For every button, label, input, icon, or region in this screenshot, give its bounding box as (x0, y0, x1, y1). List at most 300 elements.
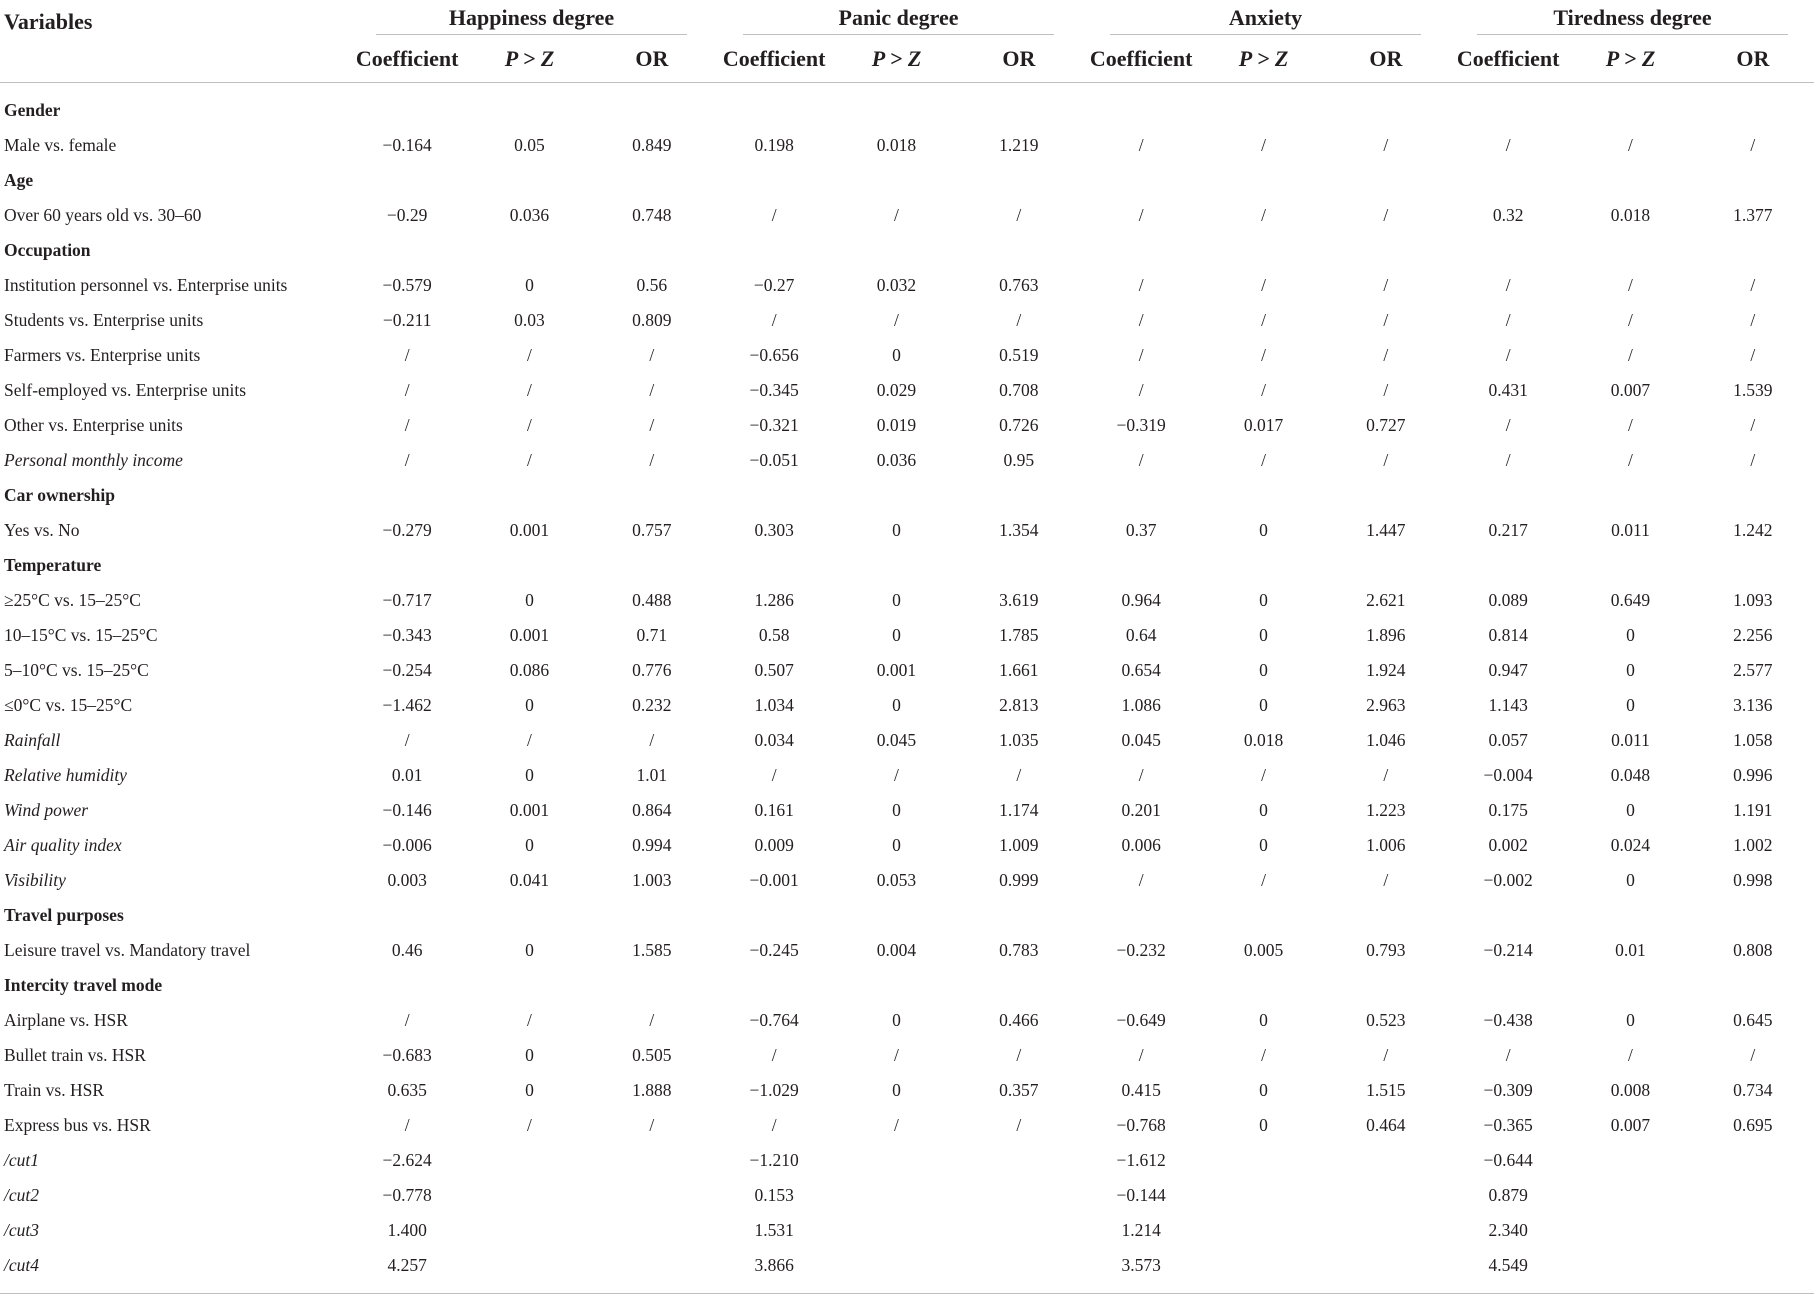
odds-ratio-cell: 0.505 (632, 1045, 672, 1065)
p-value-cell: 0.036 (509, 205, 550, 225)
section-header-row (0, 478, 1814, 513)
p-value-cell: / (527, 345, 532, 365)
spacer-cell (0, 83, 1814, 94)
coefficient-cell: 3.866 (754, 1255, 794, 1275)
coefficient-cell: −2.624 (382, 1150, 432, 1170)
p-value-cell: 0.041 (509, 870, 550, 890)
variables-subheader-blank (0, 35, 346, 83)
coefficient-cell: 0.431 (1488, 380, 1528, 400)
odds-ratio-cell (1692, 968, 1814, 1003)
p-value-cell: / (894, 1045, 899, 1065)
p-value-cell: 0 (1259, 590, 1268, 610)
p-value-cell: / (527, 1010, 532, 1030)
coefficient-cell: / (404, 450, 410, 470)
p-value-cell (468, 1248, 590, 1283)
coefficient-cell: −0.245 (749, 940, 799, 960)
row-label: /cut2 (4, 1185, 39, 1205)
coefficient-cell: / (1138, 275, 1144, 295)
p-value-cell: 0.036 (876, 450, 917, 470)
p-value-cell: / (1628, 345, 1633, 365)
row-label: Self-employed vs. Enterprise units (4, 380, 247, 400)
odds-ratio-cell: 0.464 (1366, 1115, 1406, 1135)
coefficient-header: Coefficient (1447, 35, 1569, 83)
row-label: Relative humidity (4, 765, 127, 785)
coefficient-cell: −0.051 (749, 450, 799, 470)
coefficient-cell (346, 233, 468, 268)
odds-ratio-cell: / (1016, 1115, 1022, 1135)
coefficient-cell (1080, 163, 1202, 198)
p-value-cell: 0 (525, 695, 534, 715)
odds-ratio-cell (1325, 1178, 1447, 1213)
coefficient-cell (1080, 898, 1202, 933)
coefficient-cell: / (404, 1010, 410, 1030)
odds-ratio-cell: / (1750, 450, 1756, 470)
row-label: Air quality index (4, 835, 122, 855)
row-label: Wind power (4, 800, 89, 820)
table-row (0, 1248, 1814, 1283)
coefficient-cell: −0.345 (749, 380, 799, 400)
coefficient-cell: 0.198 (754, 135, 794, 155)
p-value-cell (1202, 478, 1324, 513)
p-value-cell: 0.005 (1243, 940, 1284, 960)
p-value-cell: / (1261, 345, 1266, 365)
coefficient-cell: 0.003 (387, 870, 427, 890)
bottom-rule-row (0, 1283, 1814, 1294)
coefficient-cell (346, 898, 468, 933)
odds-ratio-cell (1325, 1213, 1447, 1248)
coefficient-cell (1447, 233, 1569, 268)
p-value-cell: 0.011 (1611, 730, 1650, 750)
odds-ratio-cell (958, 233, 1080, 268)
row-label: Over 60 years old vs. 30–60 (4, 205, 202, 225)
odds-ratio-cell (1692, 163, 1814, 198)
odds-ratio-cell: / (1750, 345, 1756, 365)
coefficient-cell: −0.321 (749, 415, 799, 435)
p-value-cell: 0.032 (876, 275, 917, 295)
p-value-cell: 0 (1259, 695, 1268, 715)
p-value-cell: 0.086 (509, 660, 550, 680)
odds-ratio-cell: / (649, 730, 655, 750)
odds-ratio-cell: / (1016, 310, 1022, 330)
odds-ratio-cell: 0.645 (1733, 1010, 1773, 1030)
row-label: 5–10°C vs. 15–25°C (4, 660, 149, 680)
odds-ratio-cell (1692, 478, 1814, 513)
odds-ratio-cell: 0.809 (632, 310, 672, 330)
coefficient-cell: 0.947 (1488, 660, 1528, 680)
coefficient-cell: 0.32 (1492, 205, 1524, 225)
odds-ratio-cell: 0.523 (1366, 1010, 1406, 1030)
p-value-cell: / (1628, 415, 1633, 435)
coefficient-cell: 1.400 (387, 1220, 427, 1240)
p-value-cell: 0.029 (876, 380, 917, 400)
p-value-cell: 0.649 (1610, 590, 1651, 610)
section-header-row (0, 233, 1814, 268)
odds-ratio-cell: 1.354 (999, 520, 1039, 540)
p-value-cell: 0 (1626, 660, 1635, 680)
p-value-cell: / (1261, 310, 1266, 330)
p-value-cell (468, 1143, 590, 1178)
odds-ratio-cell: 1.223 (1366, 800, 1406, 820)
p-value-cell: 0 (1259, 625, 1268, 645)
p-value-cell (1202, 1213, 1324, 1248)
p-value-cell: 0 (892, 520, 901, 540)
odds-ratio-cell (958, 898, 1080, 933)
group-header-tiredness (1447, 0, 1814, 35)
odds-ratio-cell (591, 93, 713, 128)
p-value-header-label: P > Z (871, 45, 922, 71)
p-value-cell: 0 (525, 275, 534, 295)
p-value-cell: 0.001 (876, 660, 917, 680)
odds-ratio-cell (1692, 1143, 1814, 1178)
coefficient-cell: −0.683 (382, 1045, 432, 1065)
p-value-cell: 0 (525, 940, 534, 960)
coefficient-cell: 1.531 (754, 1220, 794, 1240)
coefficient-cell: −1.612 (1116, 1150, 1166, 1170)
coefficient-cell: 1.034 (754, 695, 794, 715)
coefficient-cell: 0.635 (387, 1080, 427, 1100)
row-label: Occupation (4, 240, 91, 260)
table-row (0, 198, 1814, 233)
coefficient-cell: −0.211 (382, 310, 432, 330)
coefficient-cell: / (404, 1115, 410, 1135)
p-value-cell: 0.05 (514, 135, 545, 155)
odds-ratio-cell: 0.994 (632, 835, 672, 855)
coefficient-cell (713, 548, 835, 583)
p-value-cell (1202, 163, 1324, 198)
odds-ratio-cell (1325, 93, 1447, 128)
p-value-cell: 0.053 (876, 870, 917, 890)
coefficient-cell: −0.232 (1116, 940, 1166, 960)
coefficient-cell: −0.254 (382, 660, 432, 680)
coefficient-cell: 0.217 (1488, 520, 1528, 540)
coefficient-cell: −1.029 (749, 1080, 799, 1100)
odds-ratio-cell (591, 1213, 713, 1248)
odds-ratio-cell: / (1383, 275, 1389, 295)
coefficient-cell: −0.27 (753, 275, 795, 295)
p-value-cell (1202, 233, 1324, 268)
table-row (0, 1108, 1814, 1143)
p-value-cell: 0.019 (876, 415, 917, 435)
odds-ratio-cell: 1.046 (1366, 730, 1406, 750)
odds-ratio-cell (1325, 1143, 1447, 1178)
odds-ratio-cell: 0.357 (999, 1080, 1039, 1100)
odds-ratio-cell: / (649, 1010, 655, 1030)
row-label: Travel purposes (4, 905, 124, 925)
odds-ratio-cell: / (1383, 380, 1389, 400)
odds-ratio-cell (958, 548, 1080, 583)
header-spacer-row (0, 83, 1814, 94)
p-value-cell: 0 (525, 835, 534, 855)
coefficient-cell: 3.573 (1121, 1255, 1161, 1275)
odds-ratio-cell: 0.748 (632, 205, 672, 225)
odds-ratio-cell: 1.585 (632, 940, 672, 960)
coefficient-cell (1080, 93, 1202, 128)
row-label: Bullet train vs. HSR (4, 1045, 146, 1065)
coefficient-cell: / (404, 415, 410, 435)
odds-ratio-cell (591, 1143, 713, 1178)
coefficient-cell: / (404, 345, 410, 365)
p-value-cell: / (894, 310, 899, 330)
coefficient-cell (1447, 898, 1569, 933)
table-row (0, 723, 1814, 758)
odds-ratio-cell: / (1750, 275, 1756, 295)
row-label: Farmers vs. Enterprise units (4, 345, 201, 365)
odds-ratio-cell: 0.71 (636, 625, 668, 645)
odds-ratio-cell: 0.726 (999, 415, 1039, 435)
p-value-cell (1202, 93, 1324, 128)
row-label: Visibility (4, 870, 66, 890)
coefficient-cell: −0.656 (749, 345, 799, 365)
odds-ratio-cell: 3.136 (1733, 695, 1773, 715)
odds-ratio-cell (591, 163, 713, 198)
coefficient-cell (346, 163, 468, 198)
p-value-cell: 0.024 (1610, 835, 1651, 855)
odds-ratio-cell: 0.519 (999, 345, 1039, 365)
coefficient-cell: 0.879 (1488, 1185, 1528, 1205)
p-value-cell: 0.03 (514, 310, 545, 330)
p-value-cell: / (1261, 135, 1266, 155)
coefficient-cell (713, 898, 835, 933)
p-value-cell: 0 (525, 590, 534, 610)
p-value-cell (835, 1213, 957, 1248)
table-row (0, 758, 1814, 793)
coefficient-cell (713, 163, 835, 198)
coefficient-cell: / (404, 380, 410, 400)
p-value-cell: 0.007 (1610, 1115, 1651, 1135)
odds-ratio-cell: 0.776 (632, 660, 672, 680)
coefficient-cell (1080, 548, 1202, 583)
row-label: Age (4, 170, 34, 190)
coefficient-cell (1447, 478, 1569, 513)
p-value-cell (835, 163, 957, 198)
p-value-cell: 0.001 (509, 625, 550, 645)
coefficient-cell: −0.146 (382, 800, 432, 820)
coefficient-cell: −0.365 (1483, 1115, 1533, 1135)
odds-ratio-cell: / (1383, 310, 1389, 330)
coefficient-cell: 0.006 (1121, 835, 1161, 855)
p-value-cell (835, 548, 957, 583)
coefficient-cell: 4.257 (387, 1255, 427, 1275)
p-value-cell: 0.008 (1610, 1080, 1651, 1100)
coefficient-cell: / (771, 205, 777, 225)
p-value-cell (468, 968, 590, 1003)
odds-ratio-cell: 1.785 (999, 625, 1039, 645)
odds-ratio-cell: 1.006 (1366, 835, 1406, 855)
coefficient-cell (1080, 968, 1202, 1003)
odds-ratio-cell (958, 1213, 1080, 1248)
odds-ratio-cell (591, 1248, 713, 1283)
odds-ratio-cell (958, 1143, 1080, 1178)
p-value-cell: 0.048 (1610, 765, 1651, 785)
p-value-header-label: P > Z (504, 45, 555, 71)
p-value-cell: 0.017 (1243, 415, 1284, 435)
p-value-cell (835, 968, 957, 1003)
p-value-cell: / (1628, 135, 1633, 155)
coefficient-cell: / (1138, 1045, 1144, 1065)
coefficient-cell: −0.164 (382, 135, 432, 155)
p-value-cell (468, 93, 590, 128)
coefficient-cell (1080, 478, 1202, 513)
coefficient-cell: −0.214 (1483, 940, 1533, 960)
p-value-cell: / (1261, 275, 1266, 295)
table-row (0, 338, 1814, 373)
p-value-cell (468, 163, 590, 198)
p-value-cell: 0 (1259, 1080, 1268, 1100)
odds-ratio-cell: 1.377 (1733, 205, 1773, 225)
coefficient-header: Coefficient (1080, 35, 1202, 83)
odds-ratio-cell: 0.232 (632, 695, 672, 715)
odds-ratio-cell: 1.447 (1366, 520, 1406, 540)
p-value-cell: 0.018 (1243, 730, 1284, 750)
p-value-cell: 0.001 (509, 800, 550, 820)
group-header-label: Tiredness degree (1477, 5, 1788, 35)
coefficient-cell: / (1505, 135, 1511, 155)
p-value-header (1569, 35, 1691, 83)
p-value-cell (1202, 1178, 1324, 1213)
coefficient-cell: 0.303 (754, 520, 794, 540)
odds-ratio-cell: / (1016, 765, 1022, 785)
odds-ratio-cell: 0.998 (1733, 870, 1773, 890)
odds-ratio-cell (1692, 1178, 1814, 1213)
p-value-cell: 0 (892, 590, 901, 610)
coefficient-cell: −0.309 (1483, 1080, 1533, 1100)
coefficient-cell: 2.340 (1488, 1220, 1528, 1240)
row-label: Intercity travel mode (4, 975, 163, 995)
odds-ratio-cell: 0.849 (632, 135, 672, 155)
group-header-happiness (346, 0, 713, 35)
p-value-cell: / (1628, 275, 1633, 295)
coefficient-cell: / (771, 765, 777, 785)
coefficient-cell: / (771, 1045, 777, 1065)
p-value-cell: / (1628, 450, 1633, 470)
coefficient-cell: 0.46 (391, 940, 423, 960)
p-value-cell (1569, 1248, 1691, 1283)
odds-ratio-cell (591, 478, 713, 513)
odds-ratio-cell: 0.996 (1733, 765, 1773, 785)
coefficient-cell: / (1505, 345, 1511, 365)
p-value-cell: / (894, 205, 899, 225)
p-value-cell (1569, 478, 1691, 513)
table-row (0, 933, 1814, 968)
odds-ratio-cell (591, 548, 713, 583)
coefficient-cell: 0.057 (1488, 730, 1528, 750)
coefficient-cell: −0.319 (1116, 415, 1166, 435)
coefficient-cell: −0.29 (386, 205, 428, 225)
coefficient-cell: 0.161 (754, 800, 794, 820)
bottom-rule (0, 1283, 1814, 1294)
coefficient-cell: 0.58 (758, 625, 790, 645)
table-row (0, 443, 1814, 478)
p-value-cell (1569, 1213, 1691, 1248)
odds-ratio-cell (958, 163, 1080, 198)
p-value-cell: 0 (1259, 1010, 1268, 1030)
odds-ratio-header: OR (591, 35, 713, 83)
section-header-row (0, 163, 1814, 198)
coefficient-cell: 0.009 (754, 835, 794, 855)
odds-ratio-cell: 0.727 (1366, 415, 1406, 435)
group-header-anxiety (1080, 0, 1447, 35)
row-label: /cut4 (4, 1255, 39, 1275)
section-header-row (0, 93, 1814, 128)
odds-ratio-cell: 2.963 (1366, 695, 1406, 715)
coefficient-cell: 0.964 (1121, 590, 1161, 610)
p-value-cell (468, 898, 590, 933)
coefficient-cell: −0.438 (1483, 1010, 1533, 1030)
p-value-cell (1202, 1143, 1324, 1178)
odds-ratio-cell: / (1383, 870, 1389, 890)
p-value-cell: / (1261, 765, 1266, 785)
odds-ratio-cell: / (649, 415, 655, 435)
coefficient-cell: 1.086 (1121, 695, 1161, 715)
table-row (0, 1143, 1814, 1178)
odds-ratio-cell (1325, 478, 1447, 513)
odds-ratio-cell (1325, 233, 1447, 268)
odds-ratio-cell: 3.619 (999, 590, 1039, 610)
p-value-header (468, 35, 590, 83)
coefficient-cell: −0.768 (1116, 1115, 1166, 1135)
p-value-cell: 0 (892, 1010, 901, 1030)
coefficient-cell: / (1138, 380, 1144, 400)
table-body (0, 83, 1814, 1284)
p-value-cell (1569, 233, 1691, 268)
coefficient-cell (346, 548, 468, 583)
coefficient-cell: 0.153 (754, 1185, 794, 1205)
odds-ratio-cell: 1.219 (999, 135, 1039, 155)
odds-ratio-cell (591, 1178, 713, 1213)
table-row (0, 1073, 1814, 1108)
odds-ratio-cell: 1.003 (632, 870, 672, 890)
p-value-cell (1202, 548, 1324, 583)
coefficient-cell: −0.579 (382, 275, 432, 295)
table-row (0, 688, 1814, 723)
coefficient-cell (346, 478, 468, 513)
coefficient-cell: −0.004 (1483, 765, 1533, 785)
odds-ratio-cell: / (649, 345, 655, 365)
row-label: Temperature (4, 555, 102, 575)
odds-ratio-cell: 0.95 (1003, 450, 1035, 470)
p-value-cell (468, 478, 590, 513)
row-label: ≥25°C vs. 15–25°C (4, 590, 141, 610)
coefficient-cell: / (1505, 1045, 1511, 1065)
coefficient-cell: / (1505, 310, 1511, 330)
row-label: /cut1 (4, 1150, 39, 1170)
odds-ratio-cell (1692, 548, 1814, 583)
table-row (0, 1003, 1814, 1038)
coefficient-cell: −0.764 (749, 1010, 799, 1030)
p-value-cell (1569, 1143, 1691, 1178)
odds-ratio-header: OR (1692, 35, 1814, 83)
coefficient-cell: / (771, 310, 777, 330)
p-value-cell (468, 1178, 590, 1213)
p-value-cell: / (894, 765, 899, 785)
p-value-cell: 0 (1626, 625, 1635, 645)
table-row (0, 128, 1814, 163)
coefficient-cell: / (1138, 345, 1144, 365)
coefficient-cell: −0.002 (1483, 870, 1533, 890)
p-value-cell: 0 (525, 765, 534, 785)
odds-ratio-cell: / (649, 450, 655, 470)
p-value-cell (835, 1143, 957, 1178)
coefficient-cell: −0.644 (1483, 1150, 1533, 1170)
p-value-cell: / (527, 380, 532, 400)
p-value-cell (835, 93, 957, 128)
p-value-cell: / (527, 730, 532, 750)
odds-ratio-cell (1692, 93, 1814, 128)
odds-ratio-cell (1692, 898, 1814, 933)
p-value-header (1202, 35, 1324, 83)
coefficient-cell: −1.462 (382, 695, 432, 715)
section-header-row (0, 548, 1814, 583)
